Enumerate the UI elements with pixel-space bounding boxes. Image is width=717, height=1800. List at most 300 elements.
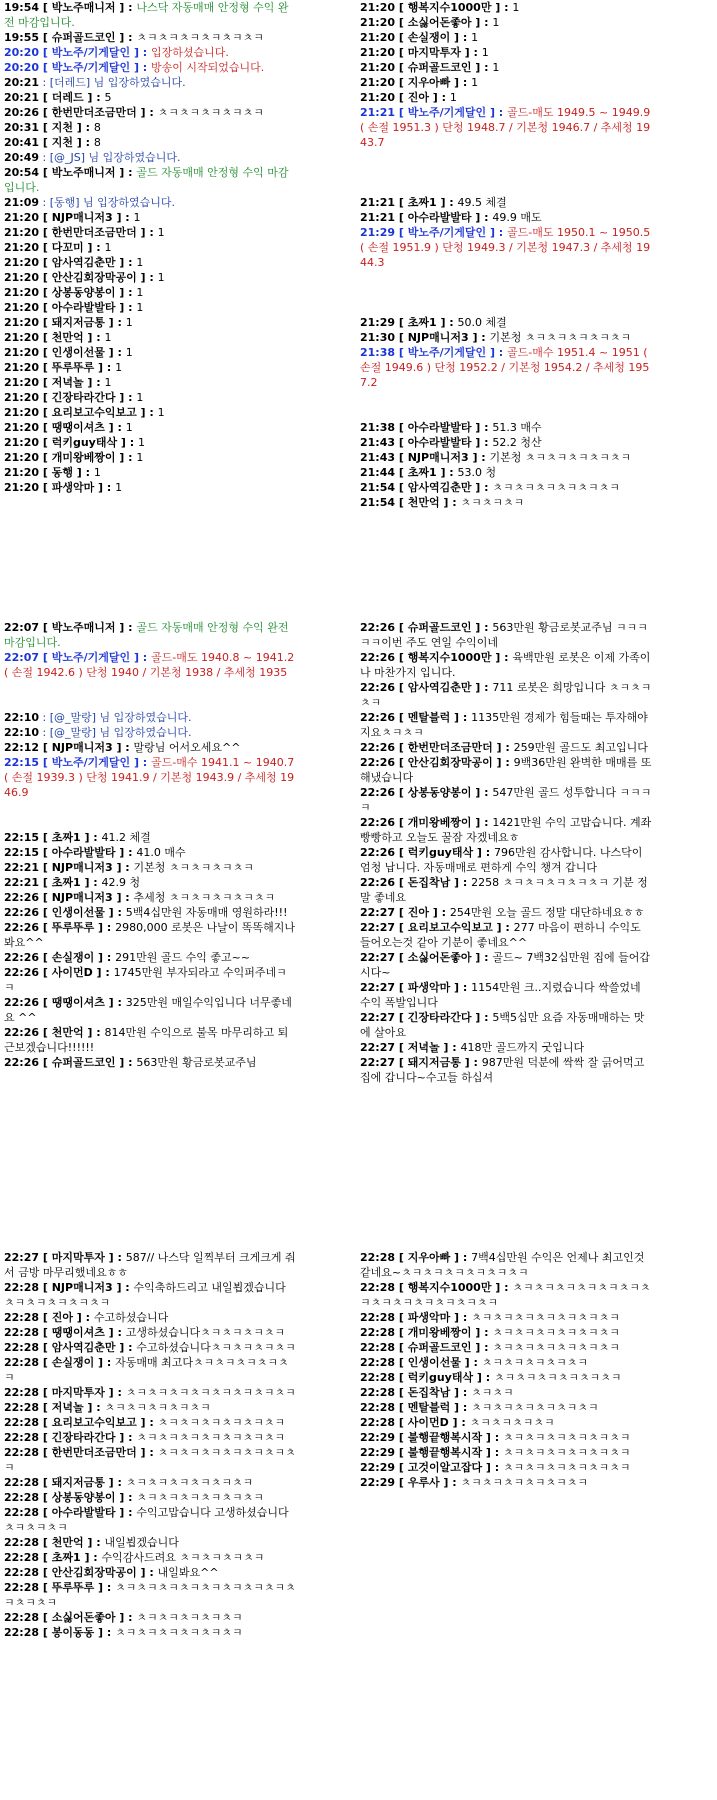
message-time: 22:28 (360, 1416, 396, 1429)
message-text: 796만원 감사합니다. 나스닥이 엄청 납니다. 자동매매로 편하게 수익 챙겨 갑니다 (360, 846, 643, 874)
message-text: 563만원 황금로봇교주님 (136, 1056, 257, 1069)
nick-bracket-close: ] : (471, 786, 493, 799)
message-nick: 돈집착남 (407, 1386, 451, 1399)
nick-bracket-open: [ (39, 1551, 52, 1564)
message-nick: 박노주/기게달인 (407, 106, 487, 119)
message-text: ㅊㅋㅊㅋㅊㅋㅊㅋㅊㅋㅊㅋ (136, 1491, 264, 1504)
message-time: 22:26 (4, 921, 40, 934)
nick-bracket-open: [ (395, 106, 408, 119)
nick-bracket-open: [ (395, 346, 408, 359)
message-nick: 슈퍼골드코인 (407, 621, 472, 634)
message-text: 1135만원 경제가 힘들때는 투자해야지요ㅊㅋㅊㅋ (360, 711, 648, 739)
message-text: 51.3 매수 (492, 421, 542, 434)
chat-message (4, 225, 296, 240)
message-nick: 아수라발발타 (407, 211, 472, 224)
message-time: 21:43 (360, 451, 396, 464)
message-nick: 개미왕베짱이 (407, 816, 472, 829)
nick-bracket-close: ] : (492, 921, 514, 934)
nick-bracket-close: ] : (471, 481, 493, 494)
message-time: 21:20 (4, 331, 40, 344)
message-time: 21:43 (360, 436, 396, 449)
chat-message (360, 650, 652, 680)
message-text: 5백5십만 요즘 자동매매하는 맛에 살아요 (360, 1011, 645, 1039)
message-nick: 아수라발발타 (51, 1506, 116, 1519)
message-time: 22:28 (4, 1581, 40, 1594)
message-text: 1 (157, 226, 165, 239)
nick-bracket-open: [ (395, 46, 408, 59)
chat-message (4, 1490, 296, 1505)
chat-message (4, 830, 296, 845)
chat-message (4, 1430, 296, 1445)
message-nick: 멘탈블럭 (407, 711, 451, 724)
nick-bracket-close: ] : (115, 286, 137, 299)
chat-message (360, 710, 652, 740)
chat-message (4, 135, 296, 150)
message-text: 수고하셨습니다 (93, 1311, 169, 1324)
message-nick: 개미왕베짱이 (407, 1326, 472, 1339)
nick-bracket-open: [ (395, 76, 408, 89)
message-time: 22:10 (4, 711, 40, 724)
message-text: 50.0 체결 (457, 316, 507, 329)
nick-bracket-open: [ (39, 951, 52, 964)
message-nick: 뚜루뚜루 (51, 361, 95, 374)
chat-message (4, 375, 296, 390)
chat-message (4, 740, 296, 755)
message-text: 1 (138, 436, 146, 449)
message-text: 277 마음이 편하니 수익도 들어오는것 같아 기분이 좋네요^^ (360, 921, 641, 949)
chat-message (360, 0, 652, 15)
chat-message (360, 315, 652, 330)
message-nick: 우루사 (407, 1476, 440, 1489)
message-time: 21:20 (4, 256, 40, 269)
nick-bracket-open: [ (39, 1626, 52, 1639)
chat-message (4, 1400, 296, 1415)
chat-message (360, 465, 652, 480)
nick-bracket-close: ] : (136, 1566, 158, 1579)
nick-bracket-close: ] : (471, 621, 493, 634)
chat-message (360, 435, 652, 450)
nick-bracket-open: [ (395, 496, 408, 509)
nick-bracket-close: ] : (473, 846, 495, 859)
message-text: 8 (93, 121, 101, 134)
chat-message (4, 725, 296, 740)
nick-bracket-open: [ (39, 1401, 52, 1414)
message-nick: 아수라발발타 (407, 436, 472, 449)
nick-bracket-close: ] : (115, 256, 137, 269)
chat-message (4, 905, 296, 920)
nick-bracket-open: [ (39, 876, 52, 889)
message-nick: 진아 (407, 906, 429, 919)
message-time: 22:26 (360, 741, 396, 754)
message-nick: 땡땡이셔츠 (51, 996, 105, 1009)
message-text: ㅊㅋㅊㅋㅊㅋㅊㅋㅊㅋㅊㅋㅊㅋ (4, 1446, 296, 1474)
message-nick: NJP매니저3 (51, 211, 113, 224)
message-time: 21:29 (360, 226, 396, 239)
chat-message (4, 1340, 296, 1355)
message-text: 2980,000 로봇은 나날이 똑똑해지나봐요^^ (4, 921, 296, 949)
nick-bracket-open: [ (395, 1401, 408, 1414)
chat-spacer (4, 815, 296, 830)
message-text: 1 (471, 31, 479, 44)
message-nick: 소싫어돈좋아 (407, 16, 472, 29)
message-text: 291만원 골드 수익 좋고~~ (115, 951, 251, 964)
message-time: 21:21 (360, 106, 396, 119)
chat-message (360, 1340, 652, 1355)
nick-bracket-close: ] : (460, 46, 482, 59)
nick-bracket-open: [ (395, 1281, 408, 1294)
message-nick: 행복지수1000만 (407, 1281, 492, 1294)
nick-bracket-open: [ (395, 741, 408, 754)
nick-bracket-close: ] : (104, 1476, 126, 1489)
message-text: 방송이 시작되었습니다. (151, 61, 265, 74)
message-text: ㅊㅋㅊㅋㅊㅋㅊㅋㅊㅋㅊㅋ (115, 1626, 243, 1639)
message-nick: 저녁놀 (51, 1401, 84, 1414)
message-text: 259만원 골드도 최고입니다 (513, 741, 648, 754)
message-nick: 한번만더조금만더 (51, 106, 137, 119)
nick-bracket-open: [ (39, 921, 52, 934)
chat-message (4, 995, 296, 1025)
message-nick: 한번만더조금만더 (51, 1446, 137, 1459)
message-nick: 파생악마 (51, 481, 95, 494)
nick-bracket-open: [ (395, 1476, 408, 1489)
message-text: 7백4십만원 수익은 언제나 최고인것 같네요~ㅊㅋㅊㅋㅊㅋㅊㅋㅊㅋㅊㅋ (360, 1251, 645, 1279)
message-time: 22:26 (360, 651, 396, 664)
nick-bracket-open: [ (39, 741, 52, 754)
message-nick: 긴장타라간다 (51, 1431, 116, 1444)
nick-bracket-close: ] : (115, 391, 137, 404)
chat-message (360, 15, 652, 30)
message-time: 22:28 (4, 1341, 40, 1354)
chat-message (4, 450, 296, 465)
chat-message (360, 345, 652, 390)
message-nick: 지우아빠 (407, 1251, 451, 1264)
message-nick: 봉이동동 (51, 1626, 95, 1639)
message-text: 8 (93, 136, 101, 149)
message-nick: 손실쟁이 (51, 1356, 95, 1369)
nick-bracket-close: ] : (94, 481, 116, 494)
message-text: 1 (136, 301, 144, 314)
nick-bracket-close: ] : (471, 211, 493, 224)
message-time: 22:28 (4, 1476, 40, 1489)
message-time: 20:41 (4, 136, 40, 149)
nick-bracket-open: [ (395, 16, 408, 29)
chat-message (4, 950, 296, 965)
message-text: 내일뵙겠습니다 (104, 1536, 179, 1549)
nick-bracket-open: [ (39, 996, 52, 1009)
message-time: 22:28 (360, 1281, 396, 1294)
nick-bracket-close: ] : (471, 16, 493, 29)
message-text: 1 (157, 406, 165, 419)
message-time: 22:26 (360, 786, 396, 799)
chat-message (4, 150, 296, 165)
message-text: 49.9 매도 (492, 211, 542, 224)
nick-bracket-open: [ (39, 966, 52, 979)
chat-message (360, 620, 652, 650)
message-text: ㅊㅋㅊㅋㅊㅋㅊㅋㅊㅋㅊㅋ (492, 481, 620, 494)
message-text: ㅊㅋㅊㅋㅊㅋㅊㅋㅊㅋ (136, 1611, 243, 1624)
message-text: 고생하셨습니다ㅊㅋㅊㅋㅊㅋㅊㅋ (125, 1326, 286, 1339)
message-time: 21:38 (360, 346, 396, 359)
message-time: 20:26 (4, 106, 40, 119)
chat-message (360, 1010, 652, 1040)
nick-bracket-open: [ (395, 226, 408, 239)
message-nick: 돼지저금통 (51, 1476, 105, 1489)
chat-message (4, 480, 296, 495)
chat-message (4, 1610, 296, 1625)
message-text: 1 (157, 271, 165, 284)
nick-bracket-open: [ (395, 1326, 408, 1339)
nick-bracket-close: ] : (94, 1356, 116, 1369)
message-text: 골드~ 7백32십만원 집에 들어갑시다~ (360, 951, 650, 979)
nick-bracket-open: [ (39, 906, 52, 919)
nick-bracket-open: [ (39, 1611, 52, 1624)
message-text: 52.2 청산 (492, 436, 542, 449)
chat-message (4, 420, 296, 435)
message-time: 22:26 (360, 711, 396, 724)
chat-message (360, 785, 652, 815)
message-nick: 긴장타라간다 (51, 391, 116, 404)
nick-bracket-open: [ (39, 241, 52, 254)
message-text: 1 (136, 256, 144, 269)
message-nick: 땡땡이셔츠 (51, 421, 105, 434)
nick-bracket-close: ] : (72, 121, 94, 134)
message-text: 1 (125, 421, 133, 434)
chat-message (360, 45, 652, 60)
message-text: ㅊㅋㅊㅋㅊㅋㅊㅋㅊㅋ (481, 1356, 589, 1369)
message-nick: 마지막투자 (51, 1386, 105, 1399)
chat-panel-6 (360, 1250, 652, 1795)
message-nick: 아수라발발타 (407, 421, 472, 434)
message-nick: 사이먼D (51, 966, 93, 979)
message-text: 1 (492, 61, 500, 74)
message-time: 22:28 (4, 1611, 40, 1624)
chat-spacer (4, 680, 296, 695)
message-time: 19:54 (4, 1, 40, 14)
chat-message (4, 45, 296, 60)
time-separator: : (39, 711, 50, 724)
chat-message (4, 1550, 296, 1565)
message-nick: 천만억 (51, 331, 84, 344)
nick-bracket-close: ] : (130, 61, 152, 74)
message-time: 22:26 (4, 996, 40, 1009)
chat-message (360, 905, 652, 920)
message-time: 22:27 (360, 1011, 396, 1024)
chat-message (4, 860, 296, 875)
nick-bracket-open: [ (39, 436, 52, 449)
message-nick: 긴장타라간다 (407, 1011, 472, 1024)
message-text: ㅊㅋㅊㅋㅊㅋㅊㅋㅊㅋㅊㅋ (492, 1341, 620, 1354)
chat-message (4, 30, 296, 45)
nick-bracket-open: [ (395, 1371, 408, 1384)
message-text: ㅊㅋㅊㅋㅊㅋㅊㅋㅊㅋㅊㅋㅊㅋㅊㅋㅊㅋㅊㅋㅊㅋㅊㅋㅊㅋ (360, 1281, 651, 1309)
message-text: 골드 자동매매 안정형 수익 마감입니다. (4, 166, 289, 194)
nick-bracket-close: ] : (468, 451, 490, 464)
message-nick: 멘탈블럭 (407, 1401, 451, 1414)
chat-message (360, 105, 652, 150)
message-text: 수익고맙습니다 고생하셨습니다ㅊㅋㅊㅋㅊㅋ (4, 1506, 289, 1534)
message-nick: 박노주/기게달인 (407, 226, 487, 239)
message-text: ㅊㅋㅊㅋㅊㅋ (460, 496, 525, 509)
message-text: ㅊㅋㅊㅋㅊㅋㅊㅋㅊㅋㅊㅋ (460, 1476, 589, 1489)
message-time: 21:44 (360, 466, 396, 479)
chat-spacer (360, 165, 652, 180)
nick-bracket-open: [ (39, 1341, 52, 1354)
chat-message (360, 1400, 652, 1415)
chat-message (4, 0, 296, 30)
nick-bracket-close: ] : (136, 106, 158, 119)
message-nick: 천만억 (407, 496, 440, 509)
message-nick: 요리보고수익보고 (51, 406, 137, 419)
nick-bracket-open: [ (39, 256, 52, 269)
nick-bracket-close: ] : (471, 681, 493, 694)
nick-bracket-close: ] : (486, 226, 508, 239)
message-nick: 요리보고수익보고 (51, 1416, 137, 1429)
message-nick: 슈퍼골드코인 (407, 61, 472, 74)
nick-bracket-open: [ (39, 316, 52, 329)
nick-bracket-close: ] : (115, 166, 137, 179)
message-nick: 돼지저금통 (407, 1056, 461, 1069)
message-nick: 슈퍼골드코인 (51, 31, 116, 44)
chat-message (360, 680, 652, 710)
chat-message (360, 845, 652, 875)
nick-bracket-close: ] : (115, 1341, 137, 1354)
nick-bracket-close: ] : (94, 1581, 116, 1594)
message-nick: NJP매니저3 (51, 741, 113, 754)
message-time: 21:54 (360, 481, 396, 494)
chat-panel-3 (4, 620, 296, 1165)
message-text: 563만원 황금로봇교주님 ㅋㅋㅋㅋㅋ이번 주도 연일 수익이네 (360, 621, 648, 649)
chat-message (360, 755, 652, 785)
message-time: 22:27 (360, 906, 396, 919)
chat-spacer (360, 285, 652, 300)
nick-bracket-close: ] : (471, 1011, 493, 1024)
message-time: 22:28 (360, 1251, 396, 1264)
message-text: 547만원 골드 성투합니다 ㅋㅋㅋㅋ (360, 786, 652, 814)
message-nick: 땡땡이셔츠 (51, 1326, 105, 1339)
nick-bracket-open: [ (39, 861, 52, 874)
chat-message (4, 1310, 296, 1325)
nick-bracket-close: ] : (104, 346, 126, 359)
chat-message (4, 650, 296, 680)
message-time: 21:20 (360, 91, 396, 104)
chat-message (4, 315, 296, 330)
message-nick: 개미왕베짱이 (51, 451, 116, 464)
message-nick: 초짜1 (51, 1551, 81, 1564)
time-separator: : (39, 151, 50, 164)
nick-bracket-open: [ (39, 1326, 52, 1339)
nick-bracket-close: ] : (136, 271, 158, 284)
nick-bracket-close: ] : (491, 1, 513, 14)
nick-bracket-open: [ (395, 211, 408, 224)
message-nick: 뚜루뚜루 (51, 1581, 95, 1594)
chat-message (360, 1280, 652, 1310)
nick-bracket-open: [ (395, 951, 408, 964)
nick-bracket-close: ] : (448, 1416, 470, 1429)
nick-bracket-close: ] : (112, 211, 134, 224)
message-time: 22:28 (4, 1491, 40, 1504)
nick-bracket-open: [ (39, 31, 52, 44)
message-text: ㅊㅋㅊㅋㅊㅋㅊㅋㅊㅋㅊㅋ (503, 1446, 631, 1459)
nick-bracket-open: [ (39, 1386, 52, 1399)
message-text: 골드-매수 1951.4 ~ 1951 ( 손절 1949.6 ) 단청 1952.2 / 기본청 1954.2 / 추세청 1957.2 (360, 346, 650, 389)
nick-bracket-open: [ (39, 91, 52, 104)
nick-bracket-open: [ (39, 466, 52, 479)
message-time: 22:28 (4, 1281, 40, 1294)
message-time: 21:20 (4, 316, 40, 329)
message-time: 20:20 (4, 61, 40, 74)
message-text: 1 (133, 211, 141, 224)
message-time: 22:28 (4, 1446, 40, 1459)
chat-message (4, 875, 296, 890)
message-text: 53.0 청 (457, 466, 497, 479)
nick-bracket-close: ] : (104, 1326, 126, 1339)
nick-bracket-open: [ (395, 786, 408, 799)
nick-bracket-close: ] : (104, 906, 126, 919)
message-time: 21:20 (4, 271, 40, 284)
message-nick: NJP매니저3 (51, 1281, 113, 1294)
nick-bracket-open: [ (39, 1356, 52, 1369)
message-nick: 초짜1 (51, 831, 81, 844)
message-nick: 손실쟁이 (51, 951, 95, 964)
nick-bracket-open: [ (39, 451, 52, 464)
message-time: 22:27 (360, 921, 396, 934)
message-nick: 손실쟁이 (407, 31, 451, 44)
message-text: 1 (104, 376, 112, 389)
message-text: 42.9 청 (101, 876, 141, 889)
message-nick: 박노주/기게달인 (51, 46, 131, 59)
message-text: 1 (136, 286, 144, 299)
nick-bracket-close: ] : (94, 1626, 116, 1639)
nick-bracket-close: ] : (115, 301, 137, 314)
chat-spacer (360, 150, 652, 165)
chat-message (360, 875, 652, 905)
nick-bracket-close: ] : (436, 196, 458, 209)
message-nick: 천만억 (51, 1536, 84, 1549)
chat-message (4, 435, 296, 450)
chat-message (360, 1475, 652, 1490)
nick-bracket-close: ] : (72, 1311, 94, 1324)
chat-message (4, 165, 296, 195)
nick-bracket-close: ] : (450, 1251, 472, 1264)
message-text: 325만원 매일수익입니다 너무좋네요 ^^ (4, 996, 292, 1024)
message-time: 22:26 (4, 1026, 40, 1039)
nick-bracket-close: ] : (136, 1416, 158, 1429)
chat-panel-5 (4, 1250, 296, 1795)
nick-bracket-open: [ (39, 621, 52, 634)
chat-message (4, 1250, 296, 1280)
message-time: 22:28 (4, 1311, 40, 1324)
nick-bracket-open: [ (39, 1431, 52, 1444)
nick-bracket-close: ] : (491, 1281, 513, 1294)
message-time: 22:27 (360, 1041, 396, 1054)
chat-message (360, 1430, 652, 1445)
message-text: ㅊㅋㅊㅋ (471, 1386, 514, 1399)
nick-bracket-open: [ (395, 1056, 408, 1069)
nick-bracket-open: [ (39, 1056, 52, 1069)
message-text: 814만원 수익으로 불목 마무리하고 퇴근보겠습니다!!!!!! (4, 1026, 289, 1054)
nick-bracket-close: ] : (80, 831, 102, 844)
nick-bracket-open: [ (39, 376, 52, 389)
nick-bracket-open: [ (39, 121, 52, 134)
chat-message (360, 90, 652, 105)
nick-bracket-close: ] : (460, 1356, 482, 1369)
message-text: 수익축하드리고 내일뵙겠습니다 ㅊㅋㅊㅋㅊㅋㅊㅋㅊㅋ (4, 1281, 286, 1309)
chat-message (4, 920, 296, 950)
message-nick: 상봉동양봉이 (51, 1491, 116, 1504)
chat-message (360, 815, 652, 845)
message-time: 22:29 (360, 1431, 396, 1444)
message-time: 22:21 (4, 876, 40, 889)
